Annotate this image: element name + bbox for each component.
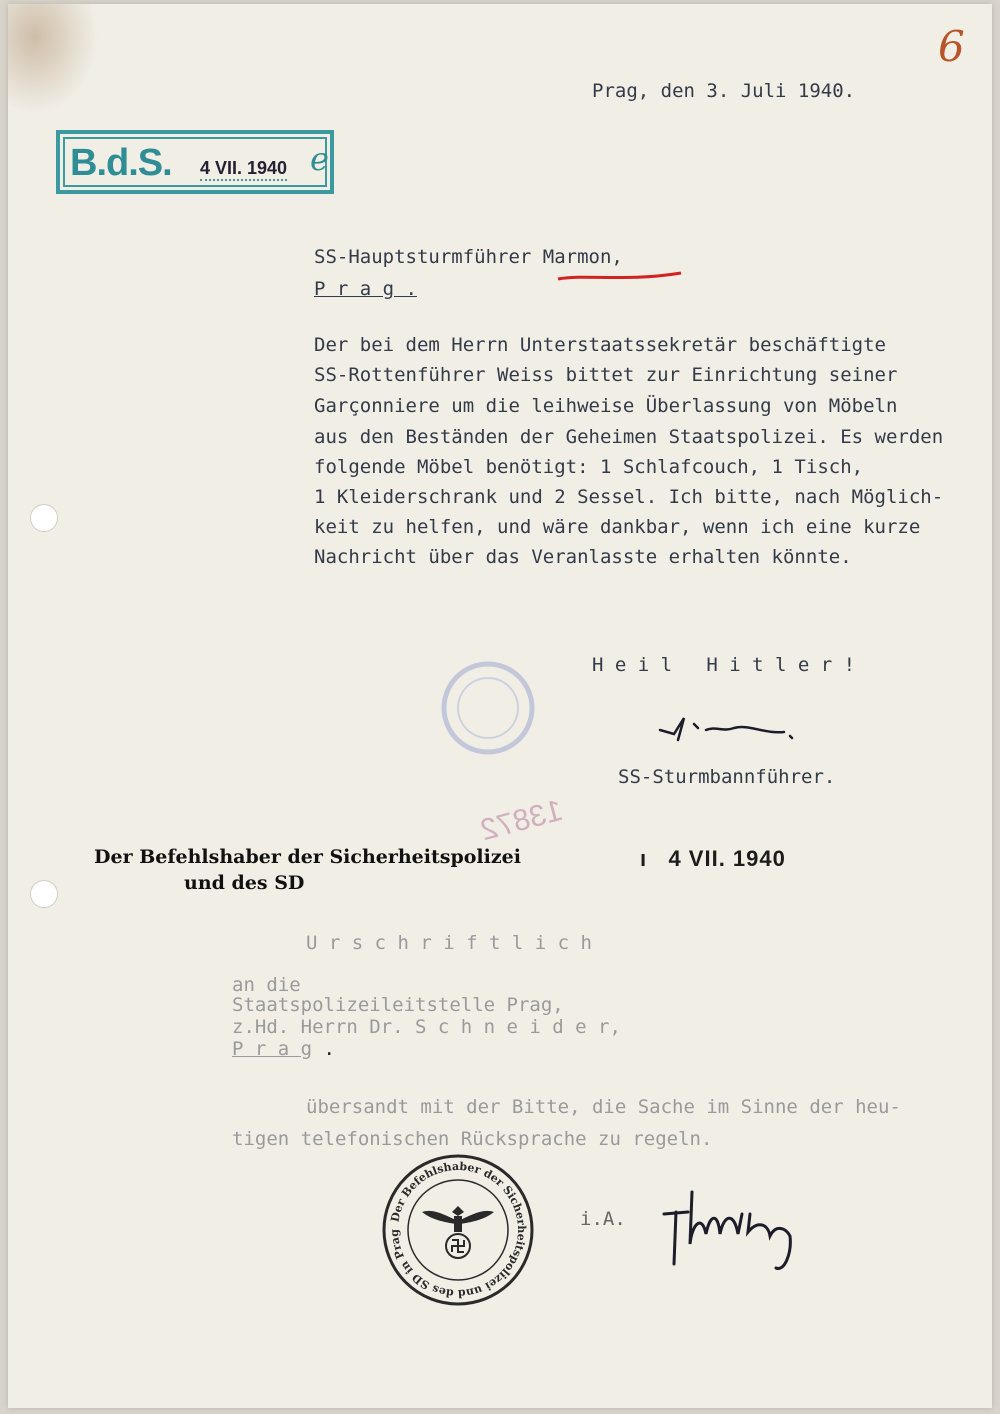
attention-name: S c h n e i d e r: [415, 1016, 610, 1038]
body-line: 1 Kleiderschrank und 2 Sessel. Ich bitte, nach Möglich-: [314, 486, 944, 508]
punch-hole: [30, 880, 58, 908]
recipient-name-line: [314, 246, 623, 268]
attention-prefix: z.Hd. Herrn Dr.: [232, 1016, 416, 1038]
entry-stamp-date: 4 VII. 1940: [200, 158, 287, 181]
forwarding-message-line: tigen telefonischen Rücksprache zu regeln.: [232, 1128, 713, 1150]
eagle-emblem-icon: [422, 1206, 494, 1258]
recipient-comma: ,: [611, 246, 623, 268]
entry-stamp-label: B.d.S.: [70, 142, 172, 184]
forwarding-title: U r s c h r i f t l i c h: [306, 932, 592, 954]
seal-text: Der Befehlshaber der Sicherheitspolizei und des SD in Prag: [387, 1159, 529, 1301]
red-pencil-underline: [556, 270, 686, 284]
paper-stain: [8, 4, 98, 114]
forwarding-city-line: [232, 1038, 335, 1060]
recipient-city: P r a g .: [314, 278, 417, 300]
body-line: folgende Möbel benötigt: 1 Schlafcouch, 1 Tisch,: [314, 456, 864, 478]
forwarding-attention: [232, 1016, 621, 1038]
date-stamp: ı 4 VII. 1940: [640, 846, 786, 871]
body-line: Nachricht über das Veranlasste erhalten könnte.: [314, 546, 852, 568]
forwarding-office: Staatspolizeileitstelle Prag,: [232, 994, 564, 1016]
closing-rank: SS-Sturmbannführer.: [618, 766, 836, 788]
letterhead-line-1: Der Befehlshaber der Sicherheitspolizei: [94, 846, 521, 868]
entry-stamp-mark: e: [310, 140, 329, 178]
date-stamp-text: 4 VII. 1940: [668, 846, 786, 871]
forwarding-city: P r a g: [232, 1038, 313, 1060]
document-page: [8, 4, 992, 1408]
body-line: keit zu helfen, und wäre dankbar, wenn ich eine kurze: [314, 516, 921, 538]
body-line: Der bei dem Herrn Unterstaatssekretär beschäftigte: [314, 334, 886, 356]
handwritten-signature-2: [658, 1184, 818, 1274]
place-date: Prag, den 3. Juli 1940.: [592, 80, 856, 102]
forwarding-city-period: .: [312, 1038, 335, 1060]
body-line: SS-Rottenführer Weiss bittet zur Einrichtung seiner: [314, 364, 898, 386]
recipient-name: Marmon: [542, 246, 612, 268]
closing-greeting: H e i l H i t l e r !: [592, 654, 856, 676]
body-line: aus den Beständen der Geheimen Staatspolizei. Es werden: [314, 426, 944, 448]
body-line: Garçonniere um die leihweise Überlassung von Möbeln: [314, 395, 898, 417]
page-number: 6: [938, 22, 965, 71]
forwarding-to: an die: [232, 974, 301, 996]
attention-comma: ,: [609, 1016, 621, 1038]
letterhead-line-2: und des SD: [184, 872, 305, 894]
received-number-stamp: 13872: [477, 793, 567, 848]
punch-hole: [30, 504, 58, 532]
faint-blue-seal: [438, 658, 538, 758]
entry-stamp: [56, 130, 334, 194]
handwritten-signature: [654, 710, 804, 746]
recipient-rank: SS-Hauptsturmführer: [314, 246, 543, 268]
forwarding-message-line: übersandt mit der Bitte, die Sache im Sinne der heu-: [306, 1096, 901, 1118]
on-behalf: i.A.: [580, 1208, 626, 1230]
official-seal: [378, 1150, 538, 1310]
